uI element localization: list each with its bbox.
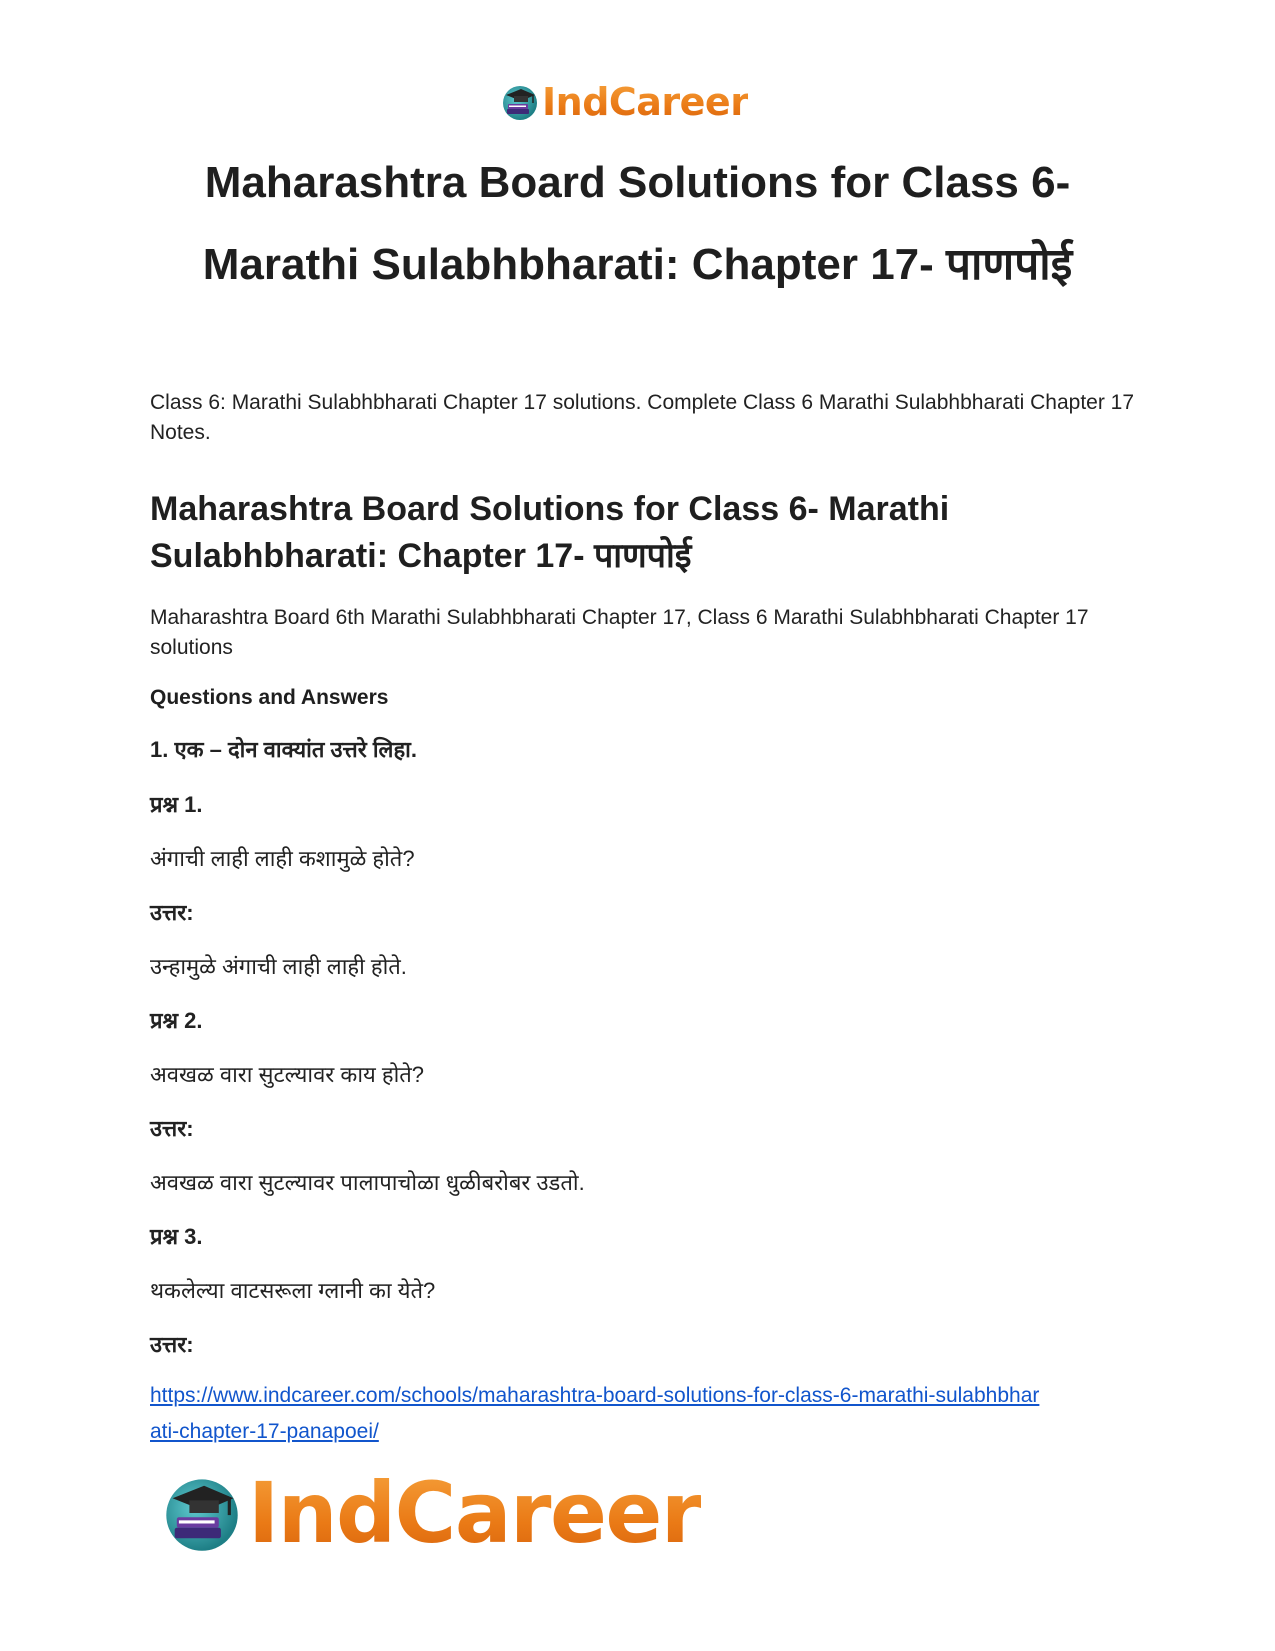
graduation-cap-books-globe-icon xyxy=(160,1471,244,1555)
answer-label-3: उत्तर: xyxy=(150,1332,194,1357)
graduation-cap-books-globe-icon xyxy=(500,82,540,122)
page-title-line-2: Marathi Sulabhbharati: Chapter 17- पाणपोई xyxy=(202,240,1073,289)
brand-logo-bottom xyxy=(160,1464,701,1562)
qa-heading: Questions and Answers xyxy=(150,686,389,709)
question-number-1: प्रश्न 1. xyxy=(150,792,203,817)
answer-text-2: अवखळ वारा सुटल्यावर पालापाचोळा धुळीबरोबर उडतो. xyxy=(150,1170,585,1195)
answer-label-2: उत्तर: xyxy=(150,1116,194,1141)
page-title-line-1: Maharashtra Board Solutions for Class 6- xyxy=(204,158,1071,207)
section-subtext: Maharashtra Board 6th Marathi Sulabhbharati Chapter 17, Class 6 Marathi Sulabhbharati Chapter 17 solutions xyxy=(150,606,1089,659)
question-text-1: अंगाची लाही लाही कशामुळे होते? xyxy=(150,846,415,871)
question-text-2: अवखळ वारा सुटल्यावर काय होते? xyxy=(150,1062,425,1087)
source-link-line-2: ati-chapter-17-panapoei/ xyxy=(150,1420,379,1443)
brand-logo-top xyxy=(500,80,748,124)
intro-paragraph: Class 6: Marathi Sulabhbharati Chapter 17 solutions. Complete Class 6 Marathi Sulabhbharati Chapter 17 Notes. xyxy=(150,391,1135,444)
brand-name-large: IndCareer xyxy=(248,1464,701,1562)
answer-label-1: उत्तर: xyxy=(150,900,194,925)
question-number-3: प्रश्न 3. xyxy=(150,1224,203,1249)
exercise-heading: 1. एक – दोन वाक्यांत उत्तरे लिहा. xyxy=(150,737,417,762)
source-link[interactable] xyxy=(150,1378,1140,1450)
question-number-2: प्रश्न 2. xyxy=(150,1008,203,1033)
brand-name: IndCareer xyxy=(542,80,749,124)
answer-text-1: उन्हामुळे अंगाची लाही लाही होते. xyxy=(150,954,407,979)
section-heading: Maharashtra Board Solutions for Class 6- Marathi Sulabhbharati: Chapter 17- पाणपोई xyxy=(150,490,950,575)
page-title xyxy=(120,142,1155,306)
question-text-3: थकलेल्या वाटसरूला ग्लानी का येते? xyxy=(150,1278,436,1303)
source-link-line-1: https://www.indcareer.com/schools/maharashtra-board-solutions-for-class-6-marathi-sulabhbhar xyxy=(150,1384,1040,1407)
